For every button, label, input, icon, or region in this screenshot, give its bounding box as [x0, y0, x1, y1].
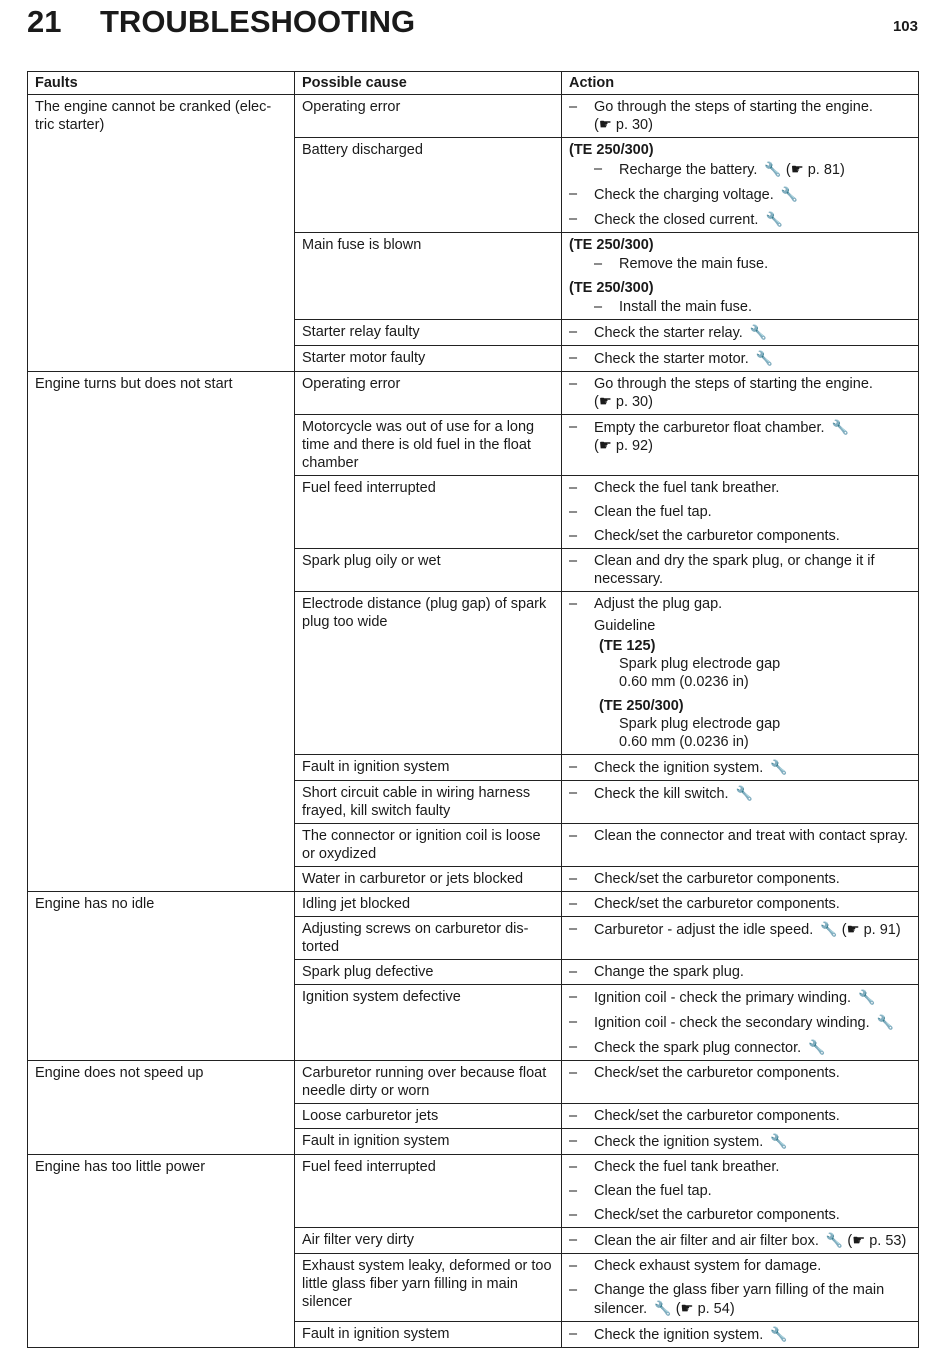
action-cell: – Check/set the carburetor components. — [562, 1061, 919, 1104]
wrench-icon: 🔧 — [755, 350, 774, 366]
page-reference: p. 30 — [615, 394, 649, 410]
page-reference: p. 92 — [615, 438, 649, 454]
action-cell: – Clean the air filter and air filter box. 🔧 (☛ p. 53) — [562, 1228, 919, 1254]
action-cell: – Go through the steps of starting the engine. (☛ p. 30) — [562, 95, 919, 138]
page-reference: p. 30 — [615, 117, 649, 133]
column-header-action: Action — [562, 72, 919, 95]
pointer-icon: ☛ — [598, 117, 612, 133]
table-row — [28, 1061, 919, 1104]
action-cell: – Check the ignition system. 🔧 — [562, 1322, 919, 1348]
cause-cell: Carburetor running over because float needle dirty or worn — [295, 1061, 562, 1104]
pointer-icon: ☛ — [680, 1301, 694, 1317]
cause-cell: Operating error — [295, 372, 562, 415]
cause-cell: Air filter very dirty — [295, 1228, 562, 1254]
cause-cell: Spark plug oily or wet — [295, 549, 562, 592]
chapter-number: 21 — [27, 4, 62, 39]
action-cell: – Check exhaust system for damage. – Change the glass fiber yarn filling of the main silencer. 🔧 (☛ p. 54) — [562, 1254, 919, 1322]
page-reference: p. 54 — [697, 1301, 730, 1317]
column-header-possible-cause: Possible cause — [295, 72, 562, 95]
wrench-icon: 🔧 — [764, 161, 782, 177]
cause-cell: Fault in ignition system — [295, 1129, 562, 1155]
cause-cell: Exhaust system leaky, deformed or too little glass fiber yarn filling in main silencer — [295, 1254, 562, 1322]
fault-cell: Engine does not speed up — [28, 1061, 295, 1155]
action-cell: – Empty the carburetor float chamber. 🔧 (☛ p. 92) — [562, 415, 919, 476]
pointer-icon: ☛ — [790, 162, 804, 178]
chapter-title: TROUBLESHOOTING — [100, 4, 416, 39]
fault-cell: Engine has too little power — [28, 1155, 295, 1348]
page-number: 103 — [892, 18, 918, 35]
wrench-icon: 🔧 — [765, 211, 783, 227]
model-label: (TE 250/300) — [569, 237, 654, 253]
cause-cell: Short circuit cable in wiring harness frayed, kill switch faulty — [295, 781, 562, 824]
pointer-icon: ☛ — [852, 1233, 866, 1249]
cause-cell: Starter relay faulty — [295, 320, 562, 346]
wrench-icon: 🔧 — [654, 1300, 672, 1316]
wrench-icon: 🔧 — [808, 1039, 826, 1055]
cause-cell: Idling jet blocked — [295, 892, 562, 917]
action-cell: – Check the kill switch. 🔧 — [562, 781, 919, 824]
action-cell: (TE 250/300) – Recharge the battery. 🔧 (☛ p. 81) – Check the charging voltage. 🔧 – Check the closed current. 🔧 — [562, 138, 919, 233]
page-reference: p. 53 — [869, 1233, 902, 1249]
action-cell: – Carburetor - adjust the idle speed. 🔧 (☛ p. 91) — [562, 917, 919, 960]
wrench-icon: 🔧 — [825, 1232, 844, 1248]
cause-cell: Fuel feed interrupted — [295, 476, 562, 549]
table-row — [28, 1155, 919, 1228]
action-cell: – Clean and dry the spark plug, or change it if necessary. — [562, 549, 919, 592]
wrench-icon: 🔧 — [770, 1133, 788, 1149]
model-label: (TE 250/300) — [599, 698, 684, 714]
wrench-icon: 🔧 — [858, 989, 876, 1005]
action-cell: – Check the ignition system. 🔧 — [562, 755, 919, 781]
action-cell: – Check the starter relay. 🔧 — [562, 320, 919, 346]
action-cell: – Adjust the plug gap. Guideline (TE 125) Spark plug electrode gap 0.60 mm (0.0236 in) (TE 250/300) Spark plug electrode gap 0.60 mm (0.0236 in) — [562, 592, 919, 755]
wrench-icon: 🔧 — [780, 186, 799, 202]
table-row — [28, 372, 919, 415]
table-row — [28, 892, 919, 917]
pointer-icon: ☛ — [598, 394, 612, 410]
guideline-block: Guideline (TE 125) Spark plug electrode gap 0.60 mm (0.0236 in) (TE 250/300) Spark plug electrode gap 0.60 mm (0.0236 in) — [569, 617, 911, 751]
cause-cell: Battery discharged — [295, 138, 562, 233]
action-cell: – Check the starter motor. 🔧 — [562, 346, 919, 372]
wrench-icon: 🔧 — [735, 785, 754, 801]
table-row — [28, 95, 919, 138]
action-cell: – Check/set the carburetor components. — [562, 1104, 919, 1129]
wrench-icon: 🔧 — [770, 759, 788, 775]
cause-cell: The connector or ignition coil is loose or oxydized — [295, 824, 562, 867]
page-reference: p. 91 — [863, 922, 896, 938]
action-cell: – Ignition coil - check the primary winding. 🔧 – Ignition coil - check the secondary winding. 🔧 – Check the spark plug connector. 🔧 — [562, 985, 919, 1061]
action-cell: – Check/set the carburetor components. — [562, 892, 919, 917]
table-header-row — [28, 72, 919, 95]
action-cell: – Check the ignition system. 🔧 — [562, 1129, 919, 1155]
action-cell: – Check the fuel tank breather. – Clean the fuel tap. – Check/set the carburetor components. — [562, 1155, 919, 1228]
cause-cell: Operating error — [295, 95, 562, 138]
page-header — [27, 4, 918, 44]
cause-cell: Main fuse is blown — [295, 233, 562, 320]
cause-cell: Fault in ignition system — [295, 1322, 562, 1348]
model-label: (TE 125) — [599, 638, 656, 654]
cause-cell: Loose carburetor jets — [295, 1104, 562, 1129]
action-cell: – Go through the steps of starting the engine. (☛ p. 30) — [562, 372, 919, 415]
wrench-icon: 🔧 — [749, 324, 768, 340]
cause-cell: Fuel feed interrupted — [295, 1155, 562, 1228]
cause-cell: Adjusting screws on carburetor dis-torted — [295, 917, 562, 960]
pointer-icon: ☛ — [846, 922, 860, 938]
cause-cell: Ignition system defective — [295, 985, 562, 1061]
cause-cell: Electrode distance (plug gap) of spark plug too wide — [295, 592, 562, 755]
cause-cell: Spark plug defective — [295, 960, 562, 985]
model-label: (TE 250/300) — [569, 142, 654, 158]
wrench-icon: 🔧 — [876, 1014, 895, 1030]
model-label: (TE 250/300) — [569, 280, 654, 296]
action-cell: – Change the spark plug. — [562, 960, 919, 985]
cause-cell: Motorcycle was out of use for a long time and there is old fuel in the float chamber — [295, 415, 562, 476]
wrench-icon: 🔧 — [770, 1326, 788, 1342]
cause-cell: Fault in ignition system — [295, 755, 562, 781]
action-cell: (TE 250/300) – Remove the main fuse. (TE 250/300) – Install the main fuse. — [562, 233, 919, 320]
action-cell: – Check the fuel tank breather. – Clean the fuel tap. – Check/set the carburetor components. — [562, 476, 919, 549]
action-cell: – Check/set the carburetor components. — [562, 867, 919, 892]
fault-cell: Engine turns but does not start — [28, 372, 295, 892]
wrench-icon: 🔧 — [831, 419, 849, 435]
pointer-icon: ☛ — [598, 438, 612, 454]
wrench-icon: 🔧 — [820, 921, 838, 937]
action-cell: – Clean the connector and treat with contact spray. — [562, 824, 919, 867]
fault-cell: Engine has no idle — [28, 892, 295, 1061]
fault-cell: The engine cannot be cranked (elec-tric starter) — [28, 95, 295, 372]
troubleshooting-table — [27, 71, 919, 1348]
cause-cell: Starter motor faulty — [295, 346, 562, 372]
column-header-faults: Faults — [28, 72, 295, 95]
page-reference: p. 81 — [807, 162, 840, 178]
cause-cell: Water in carburetor or jets blocked — [295, 867, 562, 892]
